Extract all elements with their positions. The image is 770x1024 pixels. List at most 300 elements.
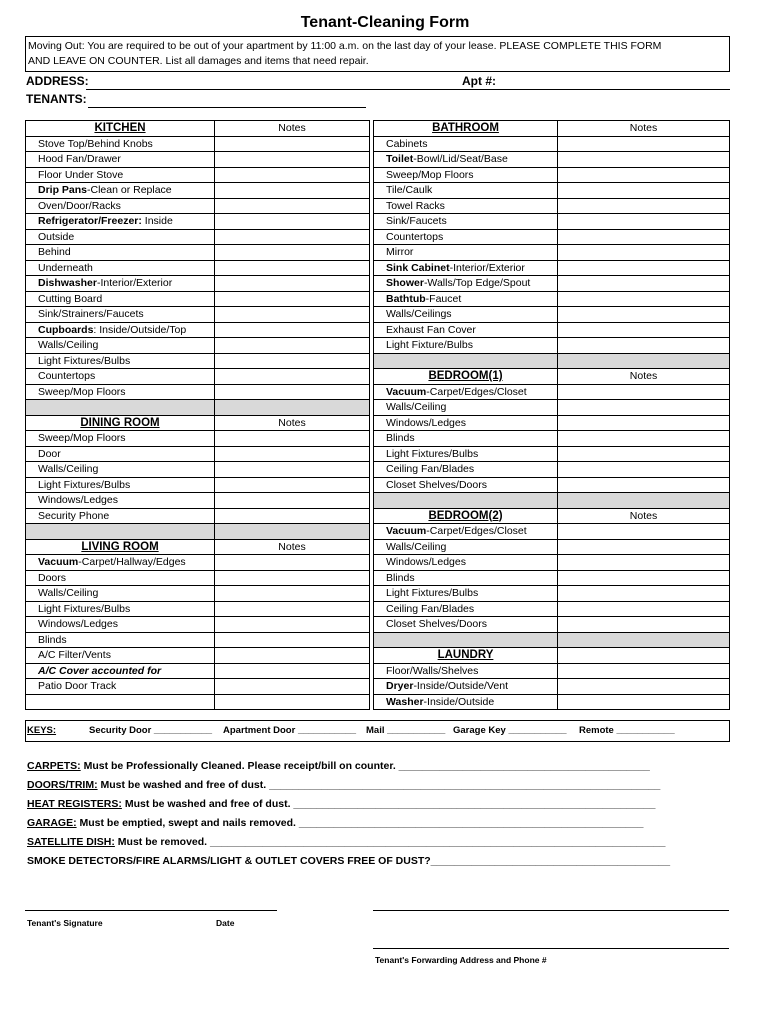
- notes-cell[interactable]: [558, 214, 730, 230]
- checklist-item-label: [374, 400, 558, 416]
- checklist-row: [374, 416, 730, 432]
- notes-heading: Notes: [215, 121, 370, 137]
- checklist-row: [26, 183, 370, 199]
- notes-cell[interactable]: [558, 571, 730, 587]
- notes-cell[interactable]: [215, 214, 370, 230]
- item-label-text: Exhaust Fan Cover: [386, 323, 476, 336]
- notes-cell[interactable]: [558, 416, 730, 432]
- item-label-text: Countertops: [38, 370, 96, 382]
- item-label-text: Ceiling Fan/Blades: [386, 463, 475, 475]
- notes-cell[interactable]: [558, 540, 730, 556]
- checklist-item-label: [374, 214, 558, 230]
- item-label-bold: Toilet: [386, 153, 414, 165]
- notes-cell[interactable]: [558, 524, 730, 540]
- checklist-row: [374, 137, 730, 153]
- notes-cell[interactable]: [215, 462, 370, 478]
- notes-cell[interactable]: [215, 354, 370, 370]
- notes-cell[interactable]: [215, 137, 370, 153]
- section-header-laundry: [374, 648, 730, 664]
- item-label-bold: Cupboards: [38, 323, 94, 336]
- item-label-text: -Carpet/Edges/Closet: [426, 525, 527, 537]
- item-label-bold: Vacuum: [386, 385, 427, 398]
- notes-cell[interactable]: [558, 261, 730, 277]
- item-label-text: -Clean or Replace: [87, 184, 172, 196]
- item-label-text: -Carpet/Hallway/Edges: [78, 556, 186, 568]
- item-label-text: Light Fixtures/Bulbs: [38, 478, 131, 491]
- requirement-line[interactable]: [27, 836, 665, 848]
- divider-cell: [374, 493, 558, 509]
- checklist-row: [374, 571, 730, 587]
- item-label-text: Walls/Ceiling: [38, 339, 99, 351]
- requirement-text: SMOKE DETECTORS/FIRE ALARMS/LIGHT & OUTLET COVERS FREE OF DUST?_________________________________________: [27, 855, 671, 867]
- item-label-text: Blinds: [38, 633, 67, 646]
- notes-cell[interactable]: [215, 571, 370, 587]
- checklist-row: [374, 431, 730, 447]
- checklist-item-label: [26, 245, 215, 261]
- divider-cell: [26, 524, 215, 540]
- checklist-row: [26, 617, 370, 633]
- notes-cell[interactable]: [215, 617, 370, 633]
- checklist-row: [374, 617, 730, 633]
- item-label-emphasis: A/C Cover accounted for: [38, 664, 162, 677]
- forwarding-address-label: Tenant's Forwarding Address and Phone #: [375, 955, 547, 965]
- intro-box: [25, 36, 730, 72]
- section-header-dining-room: [26, 416, 370, 432]
- checklist-item-label: [26, 555, 215, 571]
- checklist-row: [374, 447, 730, 463]
- item-label-text: Walls/Ceiling: [38, 587, 99, 599]
- item-label-bold: Sink Cabinet: [386, 261, 450, 274]
- requirement-line[interactable]: [27, 760, 650, 772]
- item-label-text: Inside: [141, 215, 173, 227]
- notes-cell[interactable]: [558, 447, 730, 463]
- item-label-bold: Bathtub: [386, 292, 426, 305]
- date-label: Date: [216, 918, 235, 928]
- checklist-item-label: [26, 307, 215, 323]
- notes-cell[interactable]: [215, 664, 370, 680]
- checklist-row: [26, 261, 370, 277]
- checklist-row: [26, 214, 370, 230]
- notes-cell[interactable]: [215, 261, 370, 277]
- keys-garage-key[interactable]: Garage Key ___________: [453, 725, 567, 736]
- notes-cell[interactable]: [215, 338, 370, 354]
- checklist-item-label: [26, 261, 215, 277]
- checklist-item-label: [26, 462, 215, 478]
- notes-cell[interactable]: [558, 230, 730, 246]
- requirement-text: Must be washed and free of dust. ___________________________________________________________________: [97, 779, 661, 791]
- item-label-text: Towel Racks: [386, 199, 445, 212]
- notes-cell[interactable]: [558, 137, 730, 153]
- section-heading: LIVING ROOM: [26, 540, 215, 556]
- notes-cell[interactable]: [215, 478, 370, 494]
- notes-heading: [558, 648, 730, 664]
- notes-cell[interactable]: [215, 493, 370, 509]
- item-label-bold: Vacuum: [38, 556, 79, 568]
- checklist-row: [374, 230, 730, 246]
- checklist-row: [26, 354, 370, 370]
- checklist-row: [26, 633, 370, 649]
- requirement-text: Must be washed and free of dust. ______________________________________________________________: [121, 798, 656, 810]
- item-label-bold: Dishwasher: [38, 277, 97, 289]
- checklist-row: [26, 385, 370, 401]
- notes-cell[interactable]: [558, 199, 730, 215]
- notes-heading: Notes: [558, 121, 730, 137]
- notes-cell[interactable]: [215, 292, 370, 308]
- checklist-row: [374, 307, 730, 323]
- notes-cell[interactable]: [215, 307, 370, 323]
- item-label-text: Security Phone: [38, 509, 110, 522]
- notes-cell[interactable]: [558, 276, 730, 292]
- notes-cell[interactable]: [558, 617, 730, 633]
- notes-cell[interactable]: [215, 586, 370, 602]
- requirement-line[interactable]: [27, 817, 643, 829]
- checklist-item-label: [374, 586, 558, 602]
- notes-cell[interactable]: [215, 369, 370, 385]
- checklist-item-label: [374, 245, 558, 261]
- checklist-row: [26, 323, 370, 339]
- checklist-item-label: [374, 261, 558, 277]
- requirement-line[interactable]: [27, 798, 655, 810]
- notes-cell[interactable]: [558, 602, 730, 618]
- notes-cell[interactable]: [558, 586, 730, 602]
- item-label-text: -Inside/Outside: [423, 695, 495, 708]
- item-label-bold: Refrigerator/Freezer:: [38, 215, 142, 227]
- item-label-bold: Vacuum: [386, 525, 427, 537]
- item-label-text: Closet Shelves/Doors: [386, 618, 487, 630]
- tenants-label: TENANTS:: [26, 92, 87, 106]
- section-divider: [26, 524, 370, 540]
- checklist-item-label: [374, 230, 558, 246]
- checklist-row: [26, 338, 370, 354]
- checklist-item-label: [374, 323, 558, 339]
- section-divider: [26, 400, 370, 416]
- checklist-row: [374, 695, 730, 711]
- keys-security-door[interactable]: Security Door ___________: [89, 725, 213, 736]
- checklist-row: [26, 137, 370, 153]
- checklist-item-label: [26, 323, 215, 339]
- checklist-item-label: [26, 385, 215, 401]
- checklist-row: [26, 230, 370, 246]
- checklist-row: [26, 168, 370, 184]
- item-label-text: -Bowl/Lid/Seat/Base: [413, 153, 508, 165]
- requirement-line[interactable]: [27, 779, 660, 791]
- notes-cell[interactable]: [215, 431, 370, 447]
- checklist-item-label: [26, 292, 215, 308]
- item-label-text: Walls/Ceiling: [386, 540, 447, 553]
- divider-cell: [215, 524, 370, 540]
- checklist-item-label: [26, 276, 215, 292]
- item-label-text: Windows/Ledges: [386, 416, 466, 429]
- section-header-kitchen: [26, 121, 370, 137]
- checklist-item-label: [26, 571, 215, 587]
- section-divider: [374, 493, 730, 509]
- intro-line-1: Moving Out: You are required to be out of your apartment by 11:00 a.m. on the last day of your lease. PLEASE COMPLETE THIS FORM: [28, 40, 662, 52]
- requirement-text: Must be emptied, swept and nails removed. ___________________________________________________________: [76, 817, 644, 829]
- item-label-text: Oven/Door/Racks: [38, 199, 121, 212]
- checklist-row: [26, 509, 370, 525]
- checklist-item-label: [374, 292, 558, 308]
- item-label-text: Behind: [38, 246, 71, 258]
- checklist-row: [26, 307, 370, 323]
- right-checklist-table: [373, 120, 730, 710]
- checklist-item-label: [374, 679, 558, 695]
- notes-cell[interactable]: [215, 679, 370, 695]
- checklist-item-label: [26, 354, 215, 370]
- notes-cell[interactable]: [558, 664, 730, 680]
- item-label-text: Sweep/Mop Floors: [386, 168, 474, 181]
- section-heading: DINING ROOM: [26, 416, 215, 432]
- item-label-text: Sink/Strainers/Faucets: [38, 308, 144, 320]
- item-label-text: Doors: [38, 571, 67, 584]
- item-label-text: Outside: [38, 230, 75, 243]
- checklist-row: [26, 199, 370, 215]
- checklist-item-label: [374, 183, 558, 199]
- requirement-label: HEAT REGISTERS:: [27, 798, 122, 810]
- divider-cell: [374, 633, 558, 649]
- tenant-signature-label: Tenant's Signature: [27, 918, 103, 928]
- item-label-text: Light Fixtures/Bulbs: [38, 354, 131, 367]
- keys-mail[interactable]: Mail ___________: [366, 725, 446, 736]
- notes-cell[interactable]: [558, 152, 730, 168]
- checklist-item-label: [26, 338, 215, 354]
- notes-cell[interactable]: [215, 323, 370, 339]
- forwarding-line-2[interactable]: [373, 948, 729, 949]
- checklist-row: [26, 478, 370, 494]
- tenants-field[interactable]: [88, 107, 366, 108]
- item-label-text: Windows/Ledges: [386, 556, 466, 568]
- item-label-text: Sink/Faucets: [386, 215, 447, 227]
- keys-box: [25, 720, 730, 742]
- notes-cell[interactable]: [558, 555, 730, 571]
- item-label-text: Sweep/Mop Floors: [38, 432, 126, 444]
- checklist-row: [26, 571, 370, 587]
- requirement-text: Must be removed. ______________________________________________________________________________: [114, 836, 666, 848]
- item-label-bold: Dryer: [386, 680, 414, 692]
- checklist-item-label: [374, 338, 558, 354]
- checklist-item-label: [374, 478, 558, 494]
- checklist-item-label: [374, 152, 558, 168]
- section-header-bedroom-2: [374, 509, 730, 525]
- checklist-row: [26, 369, 370, 385]
- notes-cell[interactable]: [558, 400, 730, 416]
- checklist-row: [26, 276, 370, 292]
- checklist-row: [374, 602, 730, 618]
- keys-apartment-door[interactable]: Apartment Door ___________: [223, 725, 357, 736]
- notes-heading: Notes: [215, 540, 370, 556]
- checklist-item-label: [26, 230, 215, 246]
- intro-line-2: AND LEAVE ON COUNTER. List all damages and items that need repair.: [28, 55, 369, 67]
- notes-cell[interactable]: [215, 555, 370, 571]
- notes-cell[interactable]: [215, 602, 370, 618]
- notes-cell[interactable]: [215, 276, 370, 292]
- item-label-text: -Carpet/Edges/Closet: [426, 385, 527, 398]
- notes-cell[interactable]: [215, 648, 370, 664]
- checklist-row: [26, 152, 370, 168]
- notes-cell[interactable]: [215, 230, 370, 246]
- item-label-text: Walls/Ceiling: [38, 463, 99, 475]
- notes-cell[interactable]: [215, 168, 370, 184]
- checklist-item-label: [374, 602, 558, 618]
- checklist-item-label: [26, 617, 215, 633]
- checklist-item-label: [374, 524, 558, 540]
- item-label-text: -Faucet: [425, 292, 462, 305]
- checklist-row: [26, 292, 370, 308]
- checklist-row: [26, 431, 370, 447]
- requirement-line[interactable]: [27, 855, 670, 867]
- apt-label: Apt #:: [462, 74, 496, 88]
- item-label-text: Ceiling Fan/Blades: [386, 602, 475, 615]
- keys-label: KEYS:: [27, 725, 57, 736]
- checklist-row: [374, 276, 730, 292]
- notes-cell[interactable]: [558, 307, 730, 323]
- item-label-bold: Drip Pans: [38, 184, 88, 196]
- notes-cell[interactable]: [558, 385, 730, 401]
- notes-heading: Notes: [558, 369, 730, 385]
- checklist-item-label: [374, 462, 558, 478]
- blank-row: [26, 695, 370, 711]
- notes-heading: Notes: [558, 509, 730, 525]
- item-label-text: Sweep/Mop Floors: [38, 385, 126, 398]
- notes-cell[interactable]: [558, 431, 730, 447]
- checklist-row: [374, 183, 730, 199]
- divider-cell: [558, 633, 730, 649]
- tenant-signature-line[interactable]: [25, 910, 277, 911]
- item-label-text: Door: [38, 447, 61, 460]
- notes-cell[interactable]: [558, 323, 730, 339]
- checklist-row: [374, 664, 730, 680]
- section-heading: KITCHEN: [26, 121, 215, 137]
- item-label-text: Cutting Board: [38, 292, 103, 305]
- checklist-row: [26, 462, 370, 478]
- checklist-item-label: [374, 307, 558, 323]
- checklist-row: [374, 199, 730, 215]
- checklist-item-label: [26, 493, 215, 509]
- section-heading: LAUNDRY: [374, 648, 558, 664]
- notes-cell[interactable]: [558, 168, 730, 184]
- checklist-item-label: [374, 276, 558, 292]
- checklist-item-label: [26, 648, 215, 664]
- item-label-text: -Interior/Exterior: [449, 261, 525, 274]
- blank-cell: [215, 695, 370, 711]
- checklist-item-label: [374, 664, 558, 680]
- item-label-text: Walls/Ceiling: [386, 401, 447, 413]
- item-label-text: Light Fixtures/Bulbs: [386, 447, 479, 460]
- item-label-text: Mirror: [386, 246, 414, 258]
- notes-cell[interactable]: [215, 385, 370, 401]
- checklist-item-label: [26, 586, 215, 602]
- item-label-text: Light Fixtures/Bulbs: [386, 587, 479, 599]
- checklist-row: [26, 447, 370, 463]
- checklist-item-label: [26, 633, 215, 649]
- item-label-text: Light Fixture/Bulbs: [386, 339, 473, 351]
- checklist-row: [374, 400, 730, 416]
- item-label-bold: Shower: [386, 277, 424, 289]
- checklist-row: [26, 555, 370, 571]
- notes-cell[interactable]: [215, 245, 370, 261]
- checklist-item-label: [374, 385, 558, 401]
- checklist-item-label: [374, 416, 558, 432]
- divider-cell: [374, 354, 558, 370]
- checklist-row: [374, 261, 730, 277]
- checklist-row: [26, 664, 370, 680]
- notes-cell[interactable]: [215, 152, 370, 168]
- item-label-text: Windows/Ledges: [38, 494, 118, 506]
- checklist-item-label: [26, 679, 215, 695]
- checklist-item-label: [374, 447, 558, 463]
- section-header-living-room: [26, 540, 370, 556]
- notes-cell[interactable]: [558, 292, 730, 308]
- item-label-text: -Walls/Top Edge/Spout: [423, 277, 531, 289]
- checklist-item-label: [26, 602, 215, 618]
- notes-cell[interactable]: [558, 679, 730, 695]
- notes-cell[interactable]: [558, 462, 730, 478]
- notes-cell[interactable]: [215, 633, 370, 649]
- checklist-item-label: [26, 183, 215, 199]
- checklist-row: [26, 586, 370, 602]
- form-title: Tenant-Cleaning Form: [300, 14, 470, 31]
- item-label-text: Blinds: [386, 432, 415, 444]
- notes-cell[interactable]: [558, 695, 730, 711]
- checklist-row: [374, 524, 730, 540]
- checklist-row: [374, 292, 730, 308]
- checklist-row: [374, 586, 730, 602]
- divider-cell: [26, 400, 215, 416]
- item-label-text: Hood Fan/Drawer: [38, 153, 121, 165]
- notes-cell[interactable]: [558, 183, 730, 199]
- checklist-item-label: [374, 431, 558, 447]
- checklist-item-label: [26, 509, 215, 525]
- notes-cell[interactable]: [558, 338, 730, 354]
- notes-cell[interactable]: [558, 245, 730, 261]
- section-heading: BATHROOM: [374, 121, 558, 137]
- checklist-item-label: [26, 168, 215, 184]
- item-label-text: Walls/Ceilings: [386, 308, 452, 320]
- notes-cell[interactable]: [215, 447, 370, 463]
- item-label-text: A/C Filter/Vents: [38, 649, 111, 661]
- checklist-item-label: [374, 617, 558, 633]
- divider-cell: [558, 493, 730, 509]
- checklist-row: [374, 478, 730, 494]
- notes-heading: Notes: [215, 416, 370, 432]
- item-label-text: Countertops: [386, 230, 444, 243]
- notes-cell[interactable]: [558, 478, 730, 494]
- checklist-item-label: [26, 447, 215, 463]
- address-field[interactable]: [86, 89, 730, 90]
- item-label-text: Patio Door Track: [38, 680, 117, 692]
- notes-cell[interactable]: [215, 199, 370, 215]
- checklist-row: [374, 168, 730, 184]
- checklist-row: [26, 602, 370, 618]
- item-label-text: Tile/Caulk: [386, 184, 433, 196]
- checklist-row: [374, 462, 730, 478]
- notes-cell[interactable]: [215, 183, 370, 199]
- section-heading: BEDROOM(1): [374, 369, 558, 385]
- requirement-label: DOORS/TRIM:: [27, 779, 98, 791]
- notes-cell[interactable]: [215, 509, 370, 525]
- checklist-row: [374, 555, 730, 571]
- divider-cell: [215, 400, 370, 416]
- checklist-item-label: [26, 214, 215, 230]
- section-divider: [374, 633, 730, 649]
- section-heading: BEDROOM(2): [374, 509, 558, 525]
- keys-remote[interactable]: Remote ___________: [579, 725, 675, 736]
- checklist-row: [26, 493, 370, 509]
- requirement-label: SATELLITE DISH:: [27, 836, 115, 848]
- item-label-text: Light Fixtures/Bulbs: [38, 602, 131, 615]
- forwarding-line-1[interactable]: [373, 910, 729, 911]
- checklist-row: [374, 152, 730, 168]
- checklist-item-label: [374, 137, 558, 153]
